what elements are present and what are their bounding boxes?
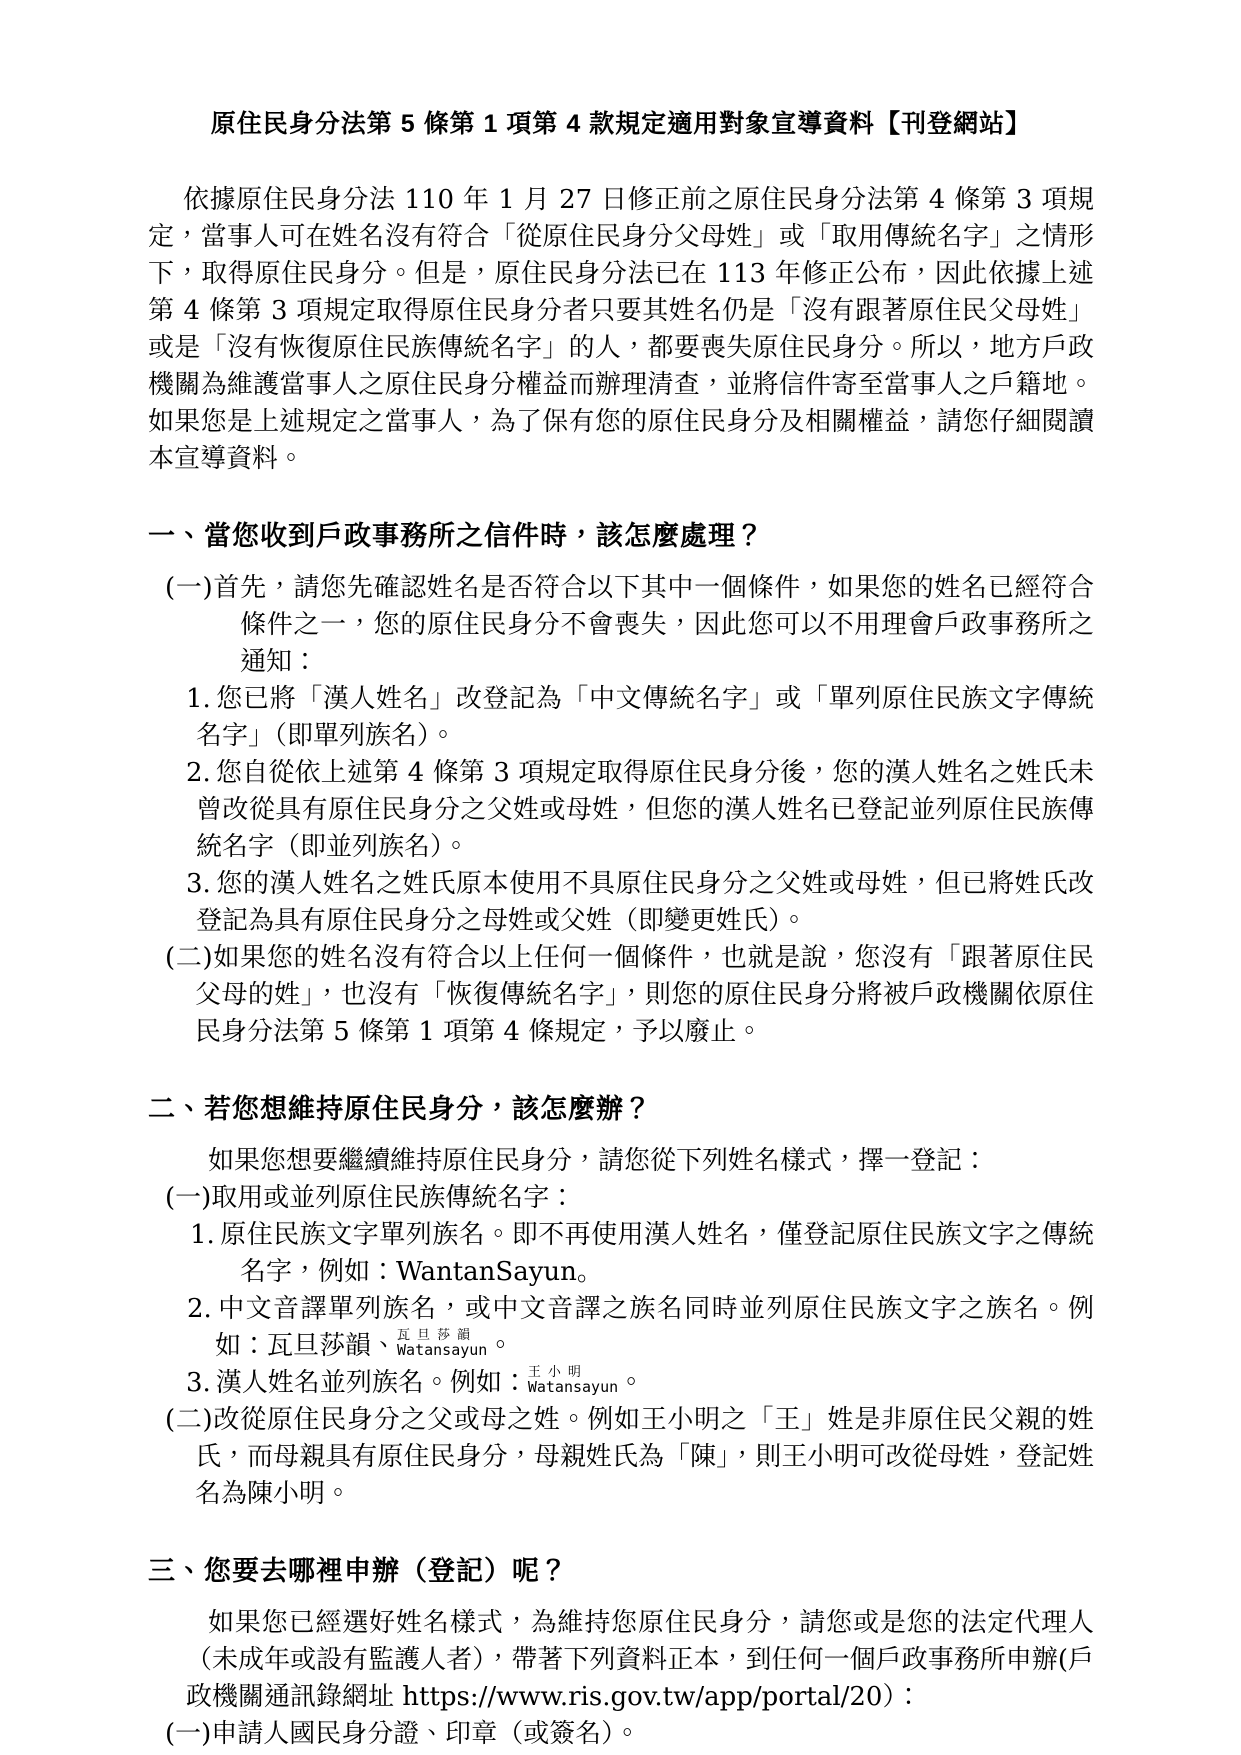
section-1-heading: 一、當您收到戶政事務所之信件時，該怎麼處理？ xyxy=(148,521,764,551)
section-2 xyxy=(148,1089,1094,1513)
stacked-romanized-name: Watansayun xyxy=(397,1340,488,1359)
item-text: 改從原住民身分之父或母之姓。例如王小明之「王」姓是非原住民父親的姓氏，而母親具有原住民身分，母親姓氏為「陳」，則王小明可改從母姓，登記姓名為陳小明。 xyxy=(195,1405,1094,1509)
section-2-heading: 二、若您想維持原住民身分，該怎麼辦？ xyxy=(148,1094,652,1124)
section-1 xyxy=(148,516,1094,1051)
list-item xyxy=(148,681,1094,755)
item-text: 原住民族文字單列族名。即不再使用漢人姓名，僅登記原住民族文字之傳統名字，例如：WantanSayun。 xyxy=(219,1220,1094,1287)
item-text: 。 xyxy=(618,1368,645,1398)
item-marker: 1. xyxy=(186,684,211,714)
list-item xyxy=(148,1217,1094,1291)
list-item xyxy=(148,940,1094,1051)
item-marker: 1. xyxy=(190,1220,215,1250)
item-text: 首先，請您先確認姓名是否符合以下其中一個條件，如果您的姓名已經符合條件之一，您的原住民身分不會喪失，因此您可以不用理會戶政事務所之通知： xyxy=(212,573,1094,677)
intro-paragraph: 依據原住民身分法 110 年 1 月 27 日修正前之原住民身分法第 4 條第 3 項規定，當事人可在姓名沒有符合「從原住民身分父母姓」或「取用傳統名字」之情形下，取得原住民身分。但是，原住民身分法已在 113 年修正公布，因此依據上述第 4 條第 3 項規定取得原住民身分者只要其姓名仍是「沒有跟著原住民父母姓」或是「沒有恢復原住民族傳統名字」的人，都要喪失原住民身分。所以，地方戶政機關為維護當事人之原住民身分權益而辦理清查，並將信件寄至當事人之戶籍地。如果您是上述規定之當事人，為了保有您的原住民身分及相關權益，請您仔細閱讀本宣導資料。 xyxy=(148,185,1094,474)
stacked-romanized-name: Watansayun xyxy=(527,1377,619,1396)
section-3-intro: 如果您已經選好姓名樣式，為維持您原住民身分，請您或是您的法定代理人（未成年或設有監護人者），帶著下列資料正本，到任何一個戶政事務所申辦(戶政機關通訊錄網址 https://www.ris.gov.tw/app/portal/20）： xyxy=(186,1608,1094,1712)
item-text: 中文音譯單列族名，或中文音譯之族名同時並列原住民族文字之族名。例如：瓦旦莎韻、 xyxy=(215,1294,1094,1361)
item-marker: (一) xyxy=(165,1719,212,1749)
list-item xyxy=(148,1716,1094,1753)
stacked-name-example xyxy=(528,1366,618,1395)
list-item xyxy=(148,1402,1094,1513)
item-text: 申請人國民身分證、印章（或簽名）。 xyxy=(211,1719,641,1749)
section-3 xyxy=(148,1551,1094,1753)
section-3-heading: 三、您要去哪裡申辦（登記）呢？ xyxy=(148,1556,568,1586)
item-marker: 3. xyxy=(186,1368,211,1398)
item-marker: (二) xyxy=(165,1405,213,1435)
item-text: 您自從依上述第 4 條第 3 項規定取得原住民身分後，您的漢人姓名之姓氏未曾改從具有原住民身分之父姓或母姓，但您的漢人姓名已登記並列原住民族傳統名字（即並列族名）。 xyxy=(196,758,1094,862)
list-item xyxy=(148,1291,1094,1365)
item-marker: (一) xyxy=(165,573,213,603)
item-text: 漢人姓名並列族名。例如： xyxy=(215,1368,528,1398)
list-item xyxy=(148,1180,1094,1217)
section-2-intro: 如果您想要繼續維持原住民身分，請您從下列姓名樣式，擇一登記： xyxy=(208,1146,989,1176)
stacked-name-example xyxy=(397,1329,487,1358)
item-marker: 3. xyxy=(186,869,211,899)
item-text: 如果您的姓名沒有符合以上任何一個條件，也就是說，您沒有「跟著原住民父母的姓」，也沒有「恢復傳統名字」，則您的原住民身分將被戶政機關依原住民身分法第 5 條第 1 項第 4 條規定，予以廢止。 xyxy=(195,943,1094,1047)
list-item xyxy=(148,570,1094,681)
stacked-chinese-name: 瓦旦莎韻 xyxy=(397,1328,478,1344)
item-marker: 2. xyxy=(187,1294,212,1324)
item-text: 您的漢人姓名之姓氏原本使用不具原住民身分之父姓或母姓，但已將姓氏改登記為具有原住民身分之母姓或父姓（即變更姓氏）。 xyxy=(196,869,1094,936)
item-marker: 2. xyxy=(186,758,211,788)
list-item xyxy=(148,866,1094,940)
list-item xyxy=(148,755,1094,866)
document-title: 原住民身分法第 5 條第 1 項第 4 款規定適用對象宣導資料【刊登網站】 xyxy=(210,110,1032,138)
list-item xyxy=(148,1365,1094,1402)
item-text: 。 xyxy=(487,1331,514,1361)
stacked-chinese-name: 王小明 xyxy=(527,1365,588,1381)
item-text: 您已將「漢人姓名」改登記為「中文傳統名字」或「單列原住民族文字傳統名字」（即單列族名）。 xyxy=(196,684,1094,751)
item-marker: (一) xyxy=(165,1183,212,1213)
item-marker: (二) xyxy=(165,943,213,973)
item-text: 取用或並列原住民族傳統名字： xyxy=(211,1183,576,1213)
